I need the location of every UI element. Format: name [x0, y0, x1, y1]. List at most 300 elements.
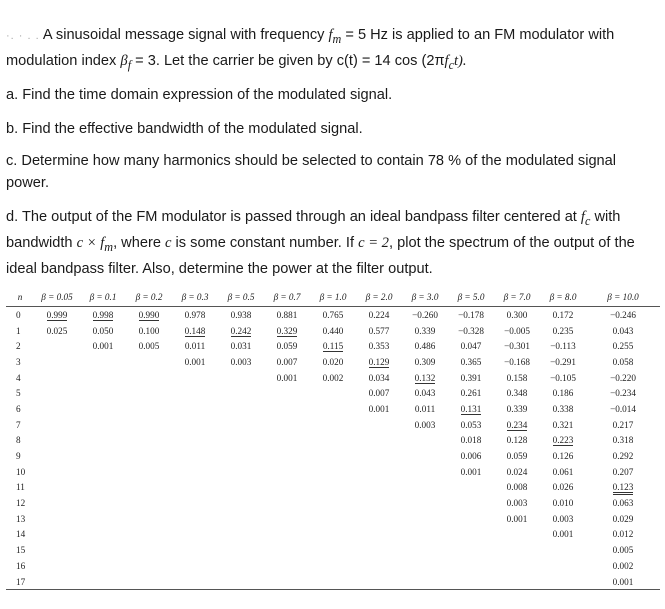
- table-cell: [264, 417, 310, 433]
- row-index: 12: [16, 498, 26, 509]
- table-cell: [586, 542, 660, 558]
- table-cell: [402, 480, 448, 496]
- table-cell: [34, 307, 80, 323]
- cell-value: 0.020: [322, 356, 344, 367]
- table-cell: [218, 480, 264, 496]
- cell-value: −0.178: [458, 309, 484, 320]
- table-cell: [402, 542, 448, 558]
- cell-value: 0.131: [460, 403, 482, 414]
- table-cell: [80, 338, 126, 354]
- cell-value: 0.321: [552, 419, 574, 430]
- cell-value: 0.978: [184, 309, 206, 320]
- table-row: [6, 527, 660, 543]
- question-part-b: b. Find the effective bandwidth of the modulated signal.: [6, 121, 363, 137]
- table-cell: [448, 574, 494, 590]
- table-cell: [264, 574, 310, 590]
- table-cell: [264, 385, 310, 401]
- table-cell: [586, 401, 660, 417]
- table-cell: [172, 448, 218, 464]
- cell-value: 0.990: [138, 309, 160, 320]
- table-cell: [356, 480, 402, 496]
- table-cell: [310, 574, 356, 590]
- table-cell: [402, 307, 448, 323]
- column-header: β = 2.0: [356, 287, 402, 307]
- table-cell: [494, 574, 540, 590]
- table-cell: [310, 511, 356, 527]
- table-cell: [264, 527, 310, 543]
- table-cell: [356, 417, 402, 433]
- cell-value: 0.011: [184, 341, 206, 352]
- table-cell: [310, 307, 356, 323]
- table-cell: [80, 385, 126, 401]
- table-cell: [34, 385, 80, 401]
- table-cell: [356, 464, 402, 480]
- table-cell: [494, 385, 540, 401]
- cell-value: −0.234: [610, 388, 636, 399]
- table-cell: [80, 495, 126, 511]
- cell-value: 0.338: [552, 403, 574, 414]
- table-cell: [80, 323, 126, 339]
- column-header: β = 0.7: [264, 287, 310, 307]
- cell-value: −0.220: [610, 372, 636, 383]
- cell-value: −0.005: [504, 325, 530, 336]
- table-cell: [310, 401, 356, 417]
- row-index: 11: [16, 482, 25, 493]
- table-cell: [172, 495, 218, 511]
- table-cell: [448, 370, 494, 386]
- table-cell: [126, 574, 172, 590]
- table-cell: [356, 385, 402, 401]
- table-cell: [448, 433, 494, 449]
- cell-value: 0.043: [414, 388, 436, 399]
- row-index: 15: [16, 545, 26, 556]
- cell-value: 0.365: [460, 356, 482, 367]
- table-cell: [356, 433, 402, 449]
- table-row: [6, 385, 660, 401]
- table-cell: [494, 527, 540, 543]
- table-cell: [218, 323, 264, 339]
- table-cell: [448, 401, 494, 417]
- cell-value: 0.100: [138, 325, 160, 336]
- cell-value: 0.024: [506, 466, 528, 477]
- table-row: [6, 464, 660, 480]
- cell-value: 0.059: [276, 341, 298, 352]
- cell-value: 0.005: [612, 545, 634, 556]
- table-cell: [494, 401, 540, 417]
- cell-value: 0.186: [552, 388, 574, 399]
- cell-value: 0.172: [552, 309, 574, 320]
- table-cell: [448, 307, 494, 323]
- table-cell: [540, 401, 586, 417]
- table-cell: [80, 480, 126, 496]
- cell-value: 0.128: [506, 435, 528, 446]
- table-cell: [448, 558, 494, 574]
- cell-value: 0.018: [460, 435, 482, 446]
- table-cell: [494, 338, 540, 354]
- table-cell: [264, 495, 310, 511]
- table-cell: [34, 417, 80, 433]
- table-cell: [172, 511, 218, 527]
- table-cell: [356, 495, 402, 511]
- table-cell: [80, 511, 126, 527]
- cell-value: 0.059: [506, 451, 528, 462]
- table-cell: [586, 511, 660, 527]
- table-cell: [586, 464, 660, 480]
- row-index: 13: [16, 513, 26, 524]
- table-cell: [218, 511, 264, 527]
- column-header: β = 0.2: [126, 287, 172, 307]
- table-cell: [310, 385, 356, 401]
- column-header: β = 0.05: [34, 287, 80, 307]
- table-cell: [126, 354, 172, 370]
- cell-value: 0.026: [552, 482, 574, 493]
- table-cell: [310, 495, 356, 511]
- column-header: n: [6, 287, 34, 307]
- table-cell: [80, 527, 126, 543]
- row-index: 1: [16, 325, 21, 336]
- table-cell: [448, 480, 494, 496]
- table-cell: [34, 433, 80, 449]
- table-cell: [494, 433, 540, 449]
- table-cell: [494, 495, 540, 511]
- table-cell: [126, 338, 172, 354]
- column-header: β = 7.0: [494, 287, 540, 307]
- table-cell: [264, 323, 310, 339]
- table-cell: [34, 480, 80, 496]
- table-cell: [540, 385, 586, 401]
- table-cell: [402, 448, 448, 464]
- table-cell: [126, 370, 172, 386]
- cell-value: 0.003: [506, 498, 528, 509]
- row-index: 16: [16, 560, 26, 571]
- cell-value: 0.047: [460, 341, 482, 352]
- table-cell: [402, 417, 448, 433]
- cell-value: 0.001: [276, 372, 298, 383]
- table-row: [6, 495, 660, 511]
- table-row: [6, 542, 660, 558]
- table-cell: [264, 511, 310, 527]
- table-cell: [310, 542, 356, 558]
- table-cell: [540, 323, 586, 339]
- cell-value: 0.025: [46, 325, 68, 336]
- table-cell: [126, 433, 172, 449]
- table-cell: [310, 448, 356, 464]
- table-cell: [126, 401, 172, 417]
- table-cell: [402, 558, 448, 574]
- table-cell: [540, 542, 586, 558]
- table-cell: [356, 401, 402, 417]
- row-index: 8: [16, 435, 21, 446]
- ellipsis-icon: ·. · . .: [6, 30, 40, 42]
- table-cell: [218, 527, 264, 543]
- table-cell: [264, 558, 310, 574]
- table-row: [6, 401, 660, 417]
- cell-value: −0.328: [458, 325, 484, 336]
- cell-value: 0.003: [414, 419, 436, 430]
- table-cell: [586, 558, 660, 574]
- table-cell: [540, 448, 586, 464]
- table-cell: [402, 385, 448, 401]
- cell-value: 0.207: [612, 466, 634, 477]
- table-cell: [494, 511, 540, 527]
- cell-value: 0.061: [552, 466, 574, 477]
- table-cell: [540, 354, 586, 370]
- row-index: 6: [16, 403, 21, 414]
- cell-value: 0.217: [612, 419, 634, 430]
- table-cell: [80, 448, 126, 464]
- cell-value: 0.999: [46, 309, 68, 320]
- cell-value: −0.113: [550, 341, 576, 352]
- table-row: [6, 370, 660, 386]
- table-row: [6, 574, 660, 590]
- table-cell: [218, 417, 264, 433]
- table-row: [6, 511, 660, 527]
- table-cell: [448, 354, 494, 370]
- table-cell: [448, 527, 494, 543]
- table-cell: [218, 558, 264, 574]
- table-cell: [218, 354, 264, 370]
- table-cell: [34, 464, 80, 480]
- table-cell: [264, 401, 310, 417]
- table-cell: [402, 354, 448, 370]
- table-cell: [264, 338, 310, 354]
- table-cell: [172, 542, 218, 558]
- table-cell: [356, 558, 402, 574]
- cell-value: 0.008: [506, 482, 528, 493]
- table-cell: [540, 574, 586, 590]
- row-index: 2: [16, 341, 21, 352]
- table-cell: [172, 370, 218, 386]
- table-row: [6, 417, 660, 433]
- table-cell: [356, 354, 402, 370]
- table-cell: [172, 417, 218, 433]
- column-header: β = 3.0: [402, 287, 448, 307]
- cell-value: 0.012: [612, 529, 634, 540]
- cell-value: 0.126: [552, 451, 574, 462]
- table-cell: [80, 558, 126, 574]
- cell-value: 0.001: [368, 403, 390, 414]
- table-row: [6, 480, 660, 496]
- column-header: β = 0.5: [218, 287, 264, 307]
- table-cell: [494, 354, 540, 370]
- column-header: β = 10.0: [586, 287, 660, 307]
- cell-value: 0.034: [368, 372, 390, 383]
- cell-value: 0.234: [506, 419, 528, 430]
- cell-value: 0.300: [506, 309, 528, 320]
- table-cell: [494, 464, 540, 480]
- table-cell: [264, 354, 310, 370]
- row-index: 14: [16, 529, 26, 540]
- row-index: 9: [16, 451, 21, 462]
- cell-value: 0.001: [552, 529, 574, 540]
- table-cell: [80, 433, 126, 449]
- cell-value: 0.006: [460, 451, 482, 462]
- table-cell: [494, 323, 540, 339]
- table-cell: [402, 574, 448, 590]
- table-cell: [310, 480, 356, 496]
- cell-value: 0.063: [612, 498, 634, 509]
- table-cell: [310, 417, 356, 433]
- cell-value: 0.007: [368, 388, 390, 399]
- table-cell: [172, 401, 218, 417]
- table-cell: [448, 495, 494, 511]
- table-cell: [172, 433, 218, 449]
- table-cell: [586, 370, 660, 386]
- cell-value: 0.329: [276, 325, 298, 336]
- table-cell: [172, 323, 218, 339]
- table-cell: [540, 338, 586, 354]
- table-cell: [356, 370, 402, 386]
- cell-value: 0.292: [612, 451, 634, 462]
- cell-value: 0.053: [460, 419, 482, 430]
- table-cell: [218, 385, 264, 401]
- table-cell: [402, 464, 448, 480]
- table-cell: [34, 323, 80, 339]
- cell-value: 0.255: [612, 341, 634, 352]
- table-cell: [586, 307, 660, 323]
- cell-value: 0.007: [276, 356, 298, 367]
- table-cell: [218, 433, 264, 449]
- table-cell: [80, 464, 126, 480]
- table-cell: [310, 354, 356, 370]
- cell-value: −0.260: [412, 309, 438, 320]
- cell-value: 0.339: [414, 325, 436, 336]
- table-cell: [172, 527, 218, 543]
- cell-value: 0.440: [322, 325, 344, 336]
- cell-value: 0.261: [460, 388, 482, 399]
- table-cell: [264, 433, 310, 449]
- table-row: [6, 354, 660, 370]
- cell-value: 0.577: [368, 325, 390, 336]
- table-cell: [80, 370, 126, 386]
- bessel-function-table: [6, 287, 660, 590]
- table-cell: [218, 448, 264, 464]
- table-cell: [494, 558, 540, 574]
- row-index: 17: [6, 574, 34, 590]
- table-cell: [264, 370, 310, 386]
- table-cell: [218, 401, 264, 417]
- question-part-a: a. Find the time domain expression of the modulated signal.: [6, 87, 393, 103]
- table-cell: [80, 574, 126, 590]
- table-cell: [586, 495, 660, 511]
- row-index: 3: [16, 356, 21, 367]
- table-cell: [264, 542, 310, 558]
- cell-value: 0.031: [230, 341, 252, 352]
- table-cell: [218, 495, 264, 511]
- table-cell: [172, 464, 218, 480]
- table-cell: [310, 464, 356, 480]
- cell-value: 0.242: [230, 325, 252, 336]
- table-cell: [402, 433, 448, 449]
- table-cell: [586, 574, 660, 590]
- table-cell: [586, 433, 660, 449]
- table-cell: [34, 370, 80, 386]
- table-cell: [172, 480, 218, 496]
- table-cell: [494, 542, 540, 558]
- table-cell: [540, 558, 586, 574]
- cell-value: 0.002: [612, 560, 634, 571]
- cell-value: 0.058: [612, 356, 634, 367]
- table-cell: [586, 480, 660, 496]
- table-cell: [448, 511, 494, 527]
- table-cell: [310, 370, 356, 386]
- table-cell: [448, 464, 494, 480]
- row-index: 7: [16, 419, 21, 430]
- table-cell: [126, 480, 172, 496]
- row-index: 10: [16, 466, 26, 477]
- table-cell: [310, 323, 356, 339]
- table-cell: [540, 480, 586, 496]
- cell-value: 0.223: [552, 435, 574, 446]
- cell-value: −0.014: [610, 403, 636, 414]
- table-cell: [126, 307, 172, 323]
- table-cell: [540, 527, 586, 543]
- table-cell: [172, 385, 218, 401]
- table-cell: [356, 574, 402, 590]
- table-cell: [172, 354, 218, 370]
- table-cell: [126, 323, 172, 339]
- table-cell: [356, 542, 402, 558]
- table-cell: [448, 542, 494, 558]
- cell-value: 0.001: [506, 513, 528, 524]
- table-cell: [218, 370, 264, 386]
- table-cell: [494, 307, 540, 323]
- table-cell: [586, 448, 660, 464]
- table-cell: [448, 338, 494, 354]
- cell-value: 0.003: [552, 513, 574, 524]
- table-cell: [218, 464, 264, 480]
- table-cell: [356, 448, 402, 464]
- table-cell: [448, 323, 494, 339]
- table-cell: [356, 338, 402, 354]
- question-intro: ·. · . . A sinusoidal message signal with frequency $f_m = 5$ Hz is applied to an FM modulator with modulation index $\beta_f = 3$. Let the carrier be given by c(t) = 14 $\cos (2\pi f_ct)$.: [6, 27, 615, 72]
- cell-value: 0.998: [92, 309, 114, 320]
- question-part-d: d. The output of the FM modulator is passed through an ideal bandpass filter centered at $f_c$ with bandwidth $c \times f_m$, where c is some constant number. If c = 2, plot the spectrum of the output of the ideal bandpass filter. Also, determine the power at the filter output.: [6, 209, 635, 277]
- cell-value: 0.339: [506, 403, 528, 414]
- table-row: [6, 448, 660, 464]
- table-cell: [34, 527, 80, 543]
- table-cell: [80, 401, 126, 417]
- row-index: 5: [16, 388, 21, 399]
- table-cell: [310, 433, 356, 449]
- table-cell: [34, 495, 80, 511]
- row-index: 4: [16, 372, 21, 383]
- table-cell: [34, 558, 80, 574]
- table-cell: [80, 354, 126, 370]
- cell-value: 0.129: [368, 356, 390, 367]
- cell-value: 0.309: [414, 356, 436, 367]
- table-cell: [540, 511, 586, 527]
- table-cell: [172, 338, 218, 354]
- table-cell: [310, 558, 356, 574]
- table-cell: [310, 527, 356, 543]
- cell-value: 0.132: [414, 372, 436, 383]
- table-cell: [494, 370, 540, 386]
- table-cell: [34, 401, 80, 417]
- table-cell: [586, 354, 660, 370]
- table-cell: [494, 448, 540, 464]
- cell-value: 0.029: [612, 513, 634, 524]
- table-cell: [402, 370, 448, 386]
- table-cell: [540, 464, 586, 480]
- table-cell: [402, 495, 448, 511]
- table-cell: [356, 307, 402, 323]
- table-cell: [402, 527, 448, 543]
- table-header-row: [6, 287, 660, 307]
- table-cell: [402, 401, 448, 417]
- cell-value: 0.881: [276, 309, 298, 320]
- column-header: β = 5.0: [448, 287, 494, 307]
